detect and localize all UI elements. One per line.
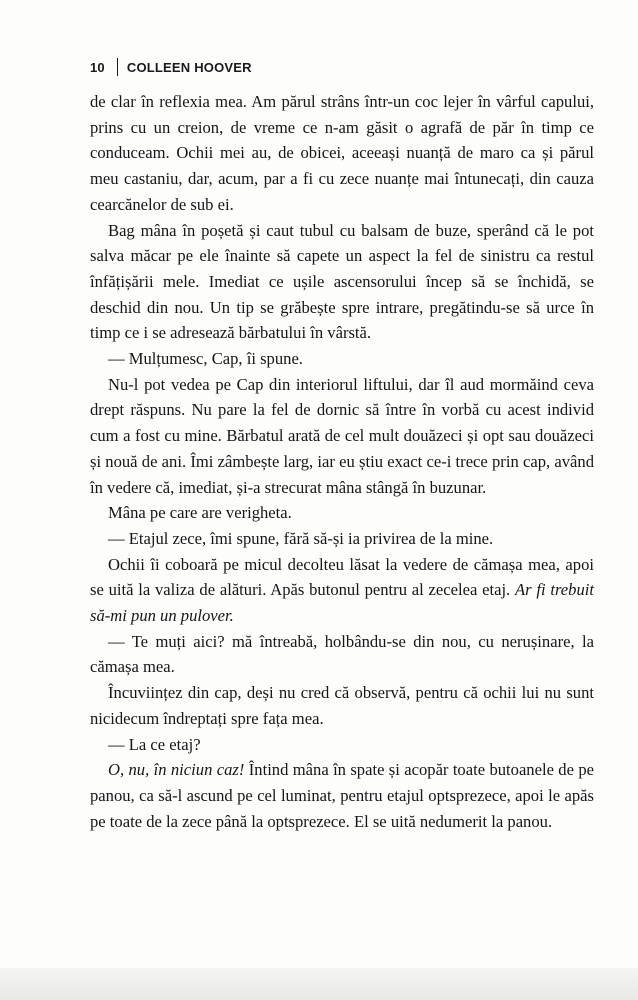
author-name: COLLEEN HOOVER xyxy=(126,59,252,75)
running-header xyxy=(90,58,252,76)
paragraph-7-italic: Ar fi trebuit să-mi pun un pulover. xyxy=(90,580,594,626)
paragraph-4: Nu-l pot vedea pe Cap din interiorul liftului, dar îl aud mormăind ceva drept răspuns. Nu pare la fel de dornic să între în vorbă cu acest individ cum a fost cu mine. Bărbatul arată de cel mult douăzeci și opt sau douăzeci și nouă de ani. Îmi zâmbește larg, iar eu știu exact ce-i trece prin cap, având în vedere că, imediat, și-a strecurat mâna stângă în buzunar. xyxy=(90,374,594,497)
paragraph-2: Bag mâna în poșetă și caut tubul cu balsam de buze, sperând că le pot salva măcar pe ele înainte să capete un aspect la fel de sinistru ca restul înfățișării mele. Imediat ce ușile ascensorului încep să se închidă, se deschid din nou. Un tip se grăbește spre intrare, pregătindu-se să urce în timp ce i se adresează bărbatului în vârstă. xyxy=(90,220,594,343)
paragraph-8: — Te muți aici? mă întreabă, holbându-se din nou, cu nerușinare, la cămașa mea. xyxy=(90,631,594,677)
page-bottom-edge xyxy=(0,968,638,1000)
page-number: 10 xyxy=(90,59,105,75)
paragraph-1: de clar în reflexia mea. Am părul strâns într-un coc lejer în vârful capului, prins cu un creion, de vreme ce n-am găsit o agrafă de păr în timp ce conduceam. Ochii mei au, de obicei, aceeași nuanță de maro ca și părul meu castaniu, dar, acum, par a fi cu zece nuanțe mai întunecați, din cauza cearcănelor de sub ei. xyxy=(90,92,594,214)
body-text xyxy=(90,89,594,834)
header-separator xyxy=(117,58,118,76)
paragraph-3: — Mulțumesc, Cap, îi spune. xyxy=(108,349,303,369)
paragraph-11-italic: O, nu, în niciun caz! xyxy=(108,760,245,780)
paragraph-5: Mâna pe care are verigheta. xyxy=(108,503,292,523)
paragraph-7-text: Ochii îi coboară pe micul decolteu lăsat la vedere de cămașa mea, apoi se uită la valiza de alături. Apăs butonul pentru al zecelea etaj. xyxy=(90,554,594,600)
paragraph-11 xyxy=(90,757,594,834)
paragraph-10: — La ce etaj? xyxy=(108,734,201,754)
paragraph-11-text: Întind mâna în spate și acopăr toate butoanele de pe panou, ca să-l ascund pe cel luminat, pentru etajul optsprezece, apoi le apăs pe toate de la zece până la optsprezece. El se uită nedumerit la panou. xyxy=(90,760,595,831)
paragraph-7 xyxy=(90,552,594,629)
paragraph-9: Încuviințez din cap, deși nu cred că observă, pentru că ochii lui nu sunt nicidecum îndreptați spre fața mea. xyxy=(90,683,594,728)
paragraph-6: — Etajul zece, îmi spune, fără să-și ia privirea de la mine. xyxy=(108,528,494,548)
